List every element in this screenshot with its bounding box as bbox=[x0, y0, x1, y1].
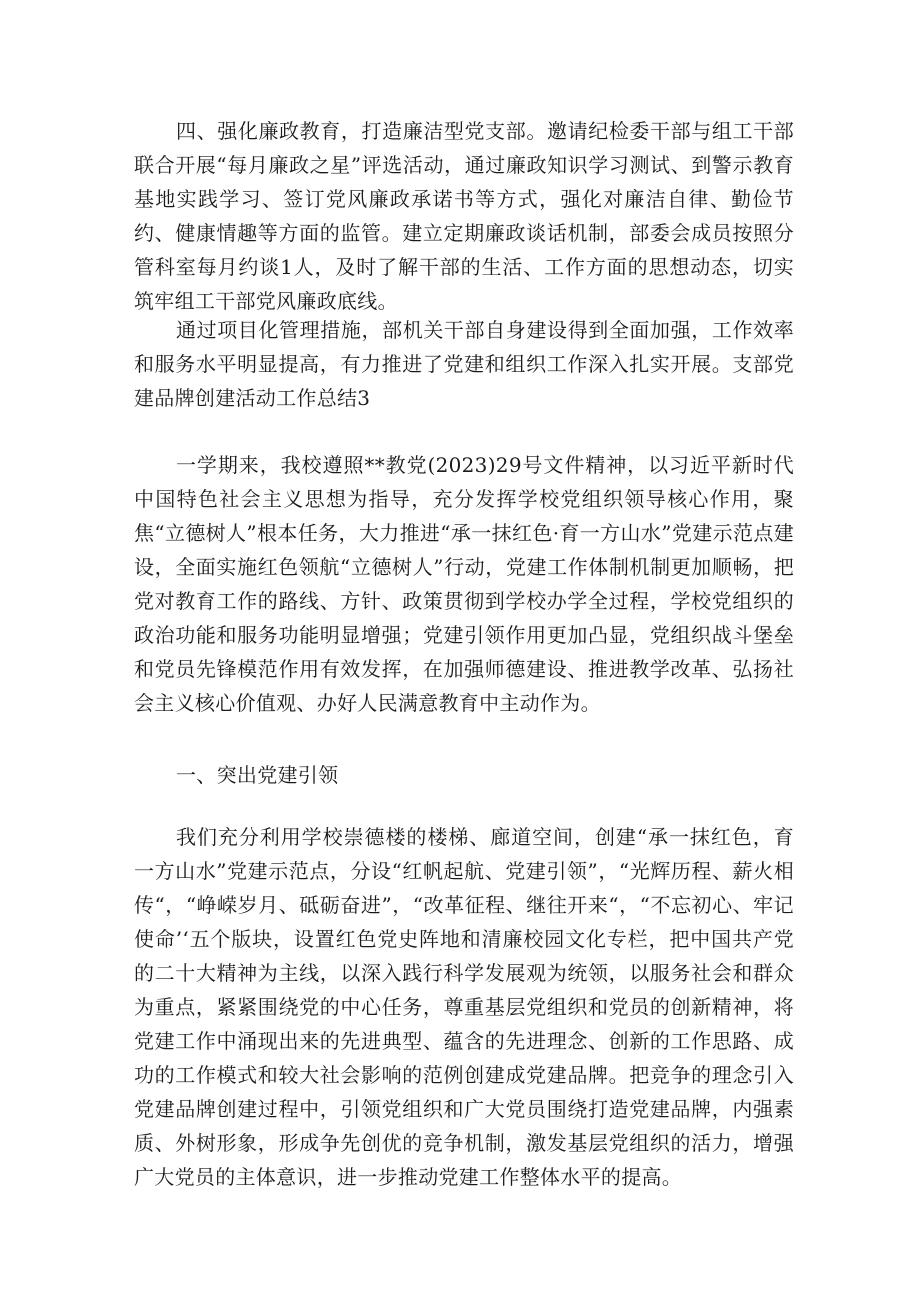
section-heading-party-leadership: 一、突出党建引领 bbox=[176, 763, 339, 787]
paragraph-project-management: 通过项目化管理措施，部机关干部自身建设得到全面加强，工作效率和服务水平明显提高，有力推进了党建和组织工作深入扎实开展。支部党建品牌创建活动工作总结3 bbox=[134, 318, 794, 410]
paragraph-integrity-education: 四、强化廉政教育，打造廉洁型党支部。邀请纪检委干部与组工干部联合开展“每月廉政之星”评选活动，通过廉政知识学习测试、到警示教育基地实践学习、签订党风廉政承诺书等方式，强化对廉洁自律、勤俭节约、健康情趣等方面的监管。建立定期廉政谈话机制，部委会成员按照分管科室每月约谈1人，及时了解干部的生活、工作方面的思想动态，切实筑牢组工干部党风廉政底线。 bbox=[134, 119, 794, 313]
paragraph-semester-summary: 一学期来，我校遵照**教党(2023)29号文件精神，以习近平新时代中国特色社会主义思想为指导，充分发挥学校党组织领导核心作用，聚焦“立德树人”根本任务，大力推进“承一抹红色·育一方山水”党建示范点建设，全面实施红色领航“立德树人”行动，党建工作体制机制更加顺畅，把党对教育工作的路线、方针、政策贯彻到学校办学全过程，学校党组织的政治功能和服务功能明显增强；党建引领作用更加凸显，党组织战斗堡垒和党员先锋模范作用有效发挥，在加强师德建设、推进教学改革、弘扬社会主义核心价值观、办好人民满意教育中主动作为。 bbox=[134, 453, 794, 715]
paragraph-demonstration-site: 我们充分利用学校崇德楼的楼梯、廊道空间，创建“承一抹红色，育一方山水”党建示范点，分设“红帆起航、党建引领”，“光辉历程、薪火相传“，“峥嵘岁月、砥砺奋进”，“改革征程、继往开来“，“不忘初心、牢记使命’‘五个版块，设置红色党史阵地和清廉校园文化专栏，把中国共产党的二十大精神为主线，以深入践行科学发展观为统领，以服务社会和群众为重点，紧紧围绕党的中心任务，尊重基层党组织和党员的创新精神，将党建工作中涌现出来的先进典型、蕴含的先进理念、创新的工作思路、成功的工作模式和较大社会影响的范例创建成党建品牌。把竞争的理念引入党建品牌创建过程中，引领党组织和广大党员围绕打造党建品牌，内强素质、外树形象，形成争先创优的竞争机制，激发基层党组织的活力，增强广大党员的主体意识，进一步推动党建工作整体水平的提高。 bbox=[134, 825, 794, 1189]
